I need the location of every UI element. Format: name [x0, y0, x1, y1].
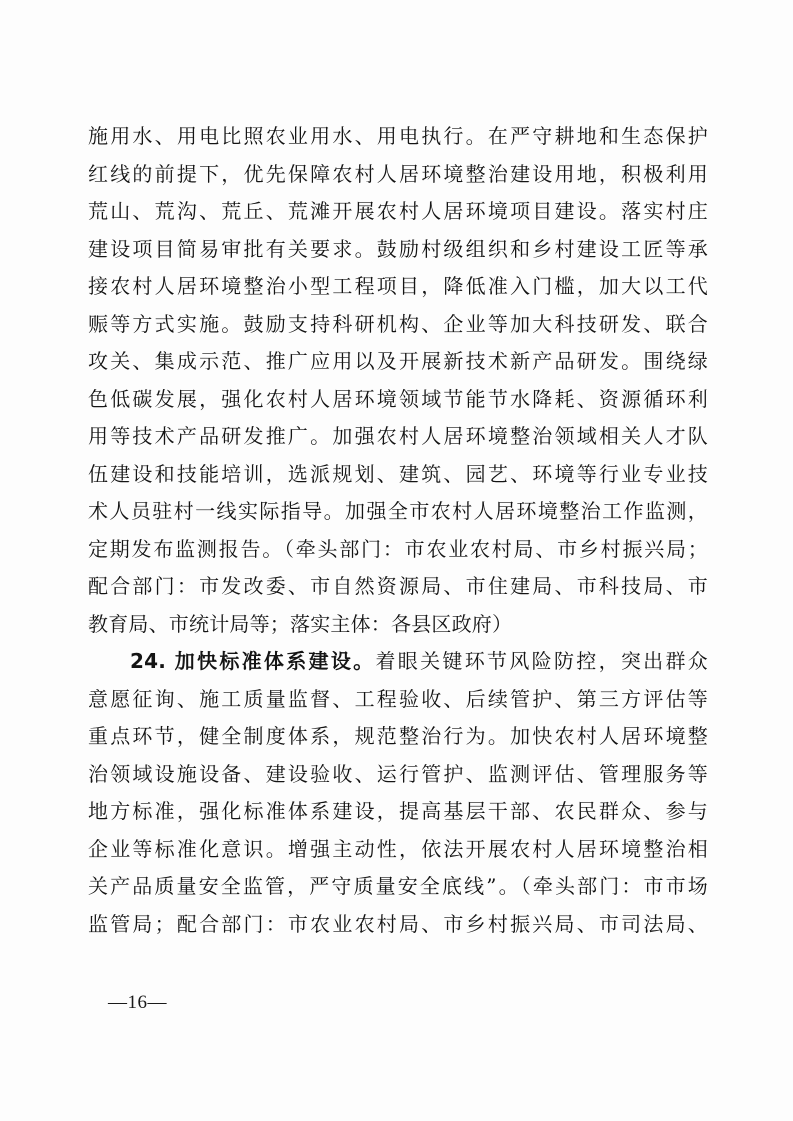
paragraph-line: 荒山、荒沟、荒丘、荒滩开展农村人居环境项目建设。落实村庄: [88, 199, 708, 223]
item-24-line: 地方标准，强化标准体系建设，提高基层干部、农民群众、参与: [88, 799, 708, 823]
paragraph-line: 用等技术产品研发推广。加强农村人居环境整治领域相关人才队: [88, 424, 708, 448]
paragraph-line: 定期发布监测报告。（牵头部门：市农业农村局、市乡村振兴局；: [88, 536, 708, 561]
page-number: —16—: [108, 992, 167, 1013]
body-text: [88, 118, 708, 943]
item-24-line: 重点环节，健全制度体系，规范整治行为。加快农村人居环境整: [88, 724, 708, 748]
paragraph-line: 伍建设和技能培训，选派规划、建筑、园艺、环境等行业专业技: [88, 461, 708, 486]
paragraph-line: 配合部门：市发改委、市自然资源局、市住建局、市科技局、市: [88, 574, 708, 598]
paragraph-line: 施用水、用电比照农业用水、用电执行。在严守耕地和生态保护: [88, 124, 708, 148]
item-title: 加快标准体系建设。: [174, 649, 376, 673]
item-24-line: 治领域设施设备、建设验收、运行管护、监测评估、管理服务等: [88, 761, 708, 786]
paragraph-line: 攻关、集成示范、推广应用以及开展新技术新产品研发。围绕绿: [88, 349, 708, 373]
paragraph-line: 赈等方式实施。鼓励支持科研机构、企业等加大科技研发、联合: [88, 311, 708, 336]
paragraph-line: 术人员驻村一线实际指导。加强全市农村人居环境整治工作监测，: [88, 499, 708, 523]
item-number: 24.: [130, 649, 167, 673]
item-24-line: 企业等标准化意识。增强主动性，依法开展农村人居环境整治相: [88, 836, 708, 861]
item-24-line: 关产品质量安全监管，严守质量安全底线”。（牵头部门：市市场: [88, 874, 708, 898]
item-24-line: 意愿征询、施工质量监督、工程验收、后续管护、第三方评估等: [88, 686, 708, 711]
paragraph-line: 色低碳发展，强化农村人居环境领域节能节水降耗、资源循环利: [88, 386, 708, 411]
paragraph-line: 建设项目简易审批有关要求。鼓励村级组织和乡村建设工匠等承: [88, 236, 708, 261]
paragraph-line: 教育局、市统计局等；落实主体：各县区政府）: [88, 611, 513, 636]
item-text: 着眼关键环节风险防控，突出群众: [375, 649, 708, 673]
paragraph-line: 接农村人居环境整治小型工程项目，降低准入门槛，加大以工代: [88, 274, 708, 298]
paragraph-line: 红线的前提下，优先保障农村人居环境整治建设用地，积极利用: [88, 161, 708, 186]
item-24-heading-line: [88, 643, 708, 681]
item-24-line: 监管局；配合部门：市农业农村局、市乡村振兴局、市司法局、: [88, 911, 708, 936]
